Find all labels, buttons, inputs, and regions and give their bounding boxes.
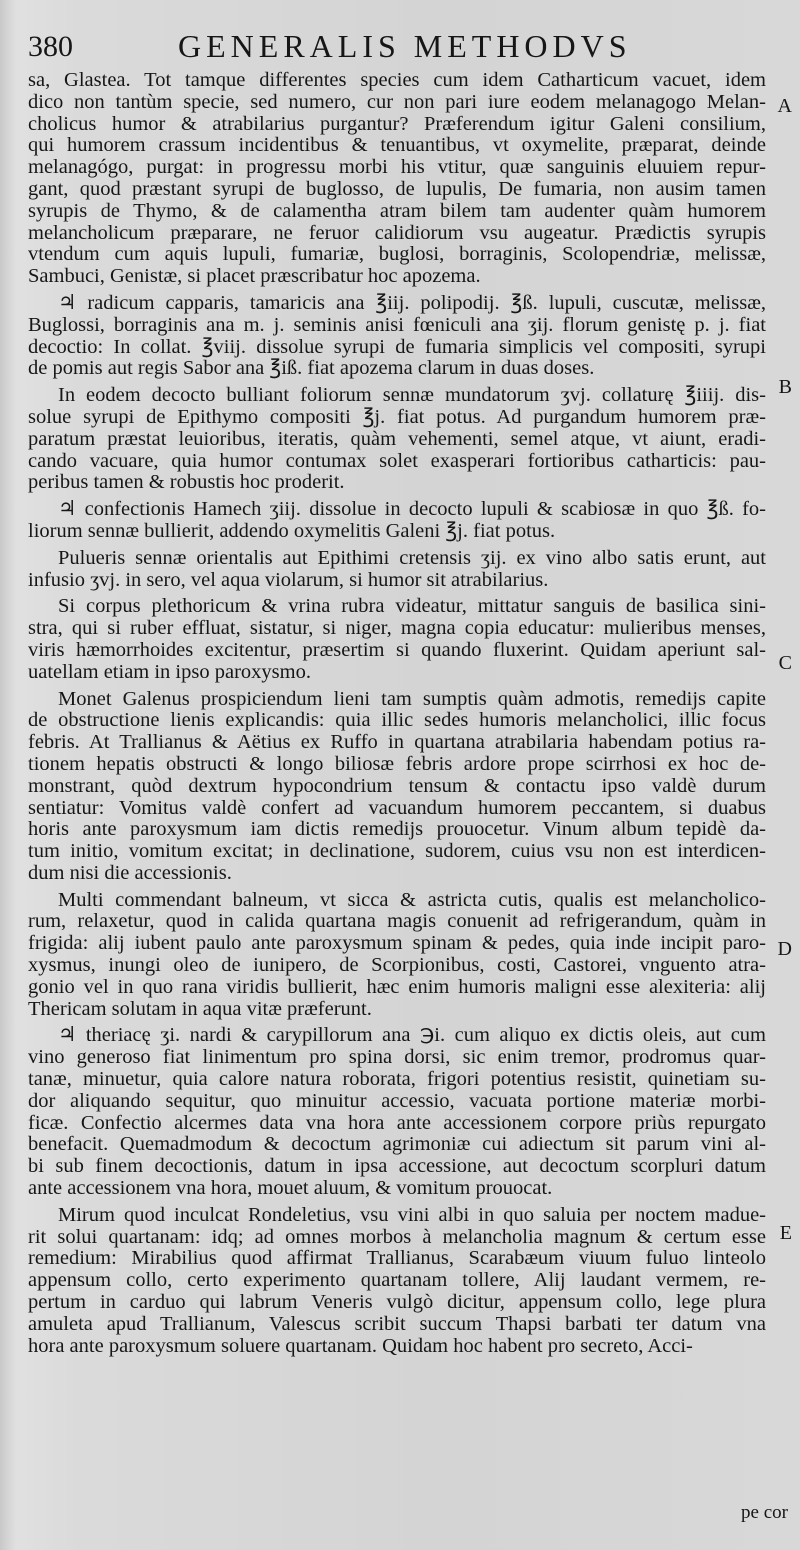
paragraph bbox=[28, 689, 766, 885]
paragraph bbox=[28, 70, 766, 288]
text-line: Pulueris sennæ orientalis aut Epithimi cretensis ʒij. ex vino albo satis erunt, aut bbox=[58, 547, 766, 569]
text-line: cholicus humor & atrabilarius purgantur? Præferendum igitur Galeni consilium, bbox=[28, 113, 766, 135]
text-line: amuleta apud Trallianum, Valescus scribit succum Thapsi barbati ter datum vna bbox=[28, 1313, 766, 1335]
text-line: ante accessionem vna hora, mouet aluum, & vomitum prouocat. bbox=[28, 1178, 553, 1200]
text-line: pertum in carduo qui labrum Veneris vulgò dicitur, appensum collo, lege plura bbox=[28, 1292, 766, 1314]
text-line: hora ante paroxysmum soluere quartanam. Quidam hoc habent pro secreto, Acci- bbox=[28, 1335, 693, 1357]
text-line: Sambuci, Genistæ, si placet præscribatur hoc apozema. bbox=[28, 266, 481, 288]
text-line: syrupis de Thymo, & de calamentha atram bilem tam audenter quàm humorem bbox=[28, 200, 766, 222]
text-line: rum, relaxetur, quod in calida quartana magis conuenit ad refrigerandum, quàm in bbox=[28, 911, 766, 933]
text-line: remedium: Mirabilius quod affirmat Trallianus, Scarabæum viuum fuluo linteolo bbox=[28, 1248, 766, 1270]
text-line: tanæ, minuetur, quia calore natura roborata, frigori potentius resistit, quinetiam su- bbox=[28, 1069, 766, 1091]
text-line: liorum sennæ bullierit, addendo oxymelitis Galeni ℥j. fiat potus. bbox=[28, 520, 556, 542]
text-line: Si corpus plethoricum & vrina rubra videatur, mittatur sanguis de basilica sini- bbox=[58, 596, 766, 618]
margin-letter-e: E bbox=[779, 1222, 792, 1244]
paragraph bbox=[28, 1205, 766, 1358]
text-line: monstrant, quòd dextrum hypocondrium tensum & contactu ipso valdè durum bbox=[28, 775, 766, 797]
paragraph bbox=[28, 293, 766, 380]
paragraph bbox=[28, 548, 766, 592]
text-line: melancholicum præparare, ne feruor calidiorum vsu augeatur. Prædictis syrupis bbox=[28, 222, 766, 244]
text-line: melanagógο, purgat: in progressu morbi his vtitur, quæ sanguinis eluuiem repur- bbox=[28, 157, 766, 179]
text-line: horis ante paroxysmum iam dictis remedijs prouocetur. Vinum album tepidè da- bbox=[28, 819, 766, 841]
text-line: de obstructione lienis explicandis: quia illic sedes humoris melancholici, illic focus bbox=[28, 710, 766, 732]
text-line: gonio vel in quo rana viridis bullierit, hæc enim humoris maligni esse alexiteria: alij bbox=[28, 976, 766, 998]
paragraph bbox=[28, 1025, 766, 1199]
text-line: Thericam solutam in aqua vitæ præferunt. bbox=[28, 998, 372, 1020]
text-line: sentiatur: Vomitus valdè confert ad vacuandum humorem peccantem, si duabus bbox=[28, 797, 766, 819]
text-line: stra, qui si ruber effluat, sistatur, si niger, magna copia educatur: mulieribus menses, bbox=[28, 618, 766, 640]
margin-letter-a: A bbox=[777, 95, 792, 117]
text-line: tum initio, vomitum excitat; in declinatione, sudorem, cuius vsu non est interdicen- bbox=[28, 841, 766, 863]
margin-letter-c: C bbox=[778, 652, 792, 674]
text-line: uatellam etiam in ipso paroxysmo. bbox=[28, 661, 311, 683]
margin-letter-b: B bbox=[778, 376, 792, 398]
text-line: Multi commendant balneum, vt sicca & astricta cutis, qualis est melancholico- bbox=[58, 889, 766, 911]
text-line: rit solui quartanam: idq; ad omnes morbos à melancholia magnum & certum esse bbox=[28, 1226, 766, 1248]
text-line: Buglossi, borraginis ana m. j. seminis anisi fœniculi ana ʒij. florum genistę p. j. fiat bbox=[28, 314, 766, 336]
margin-letter-d: D bbox=[777, 938, 792, 960]
text-line: ♃ radicum capparis, tamaricis ana ℥iij. polipodij. ℥ß. lupuli, cuscutæ, melissæ, bbox=[58, 292, 766, 314]
text-line: tionem hepatis obstructi & longo biliosæ febris ardore prope scirrhosi ex hoc de- bbox=[28, 753, 766, 775]
running-head: GENERALIS METHODVS bbox=[178, 28, 632, 64]
paragraph bbox=[28, 890, 766, 1021]
text-line: benefacit. Quemadmodum & decoctum agrimoniæ cui adiectum sit parum vini al- bbox=[28, 1134, 766, 1156]
text-line: vino generoso fiat linimentum pro spina dorsi, sic enim tremor, prodromus quar- bbox=[28, 1047, 766, 1069]
text-line: infusio ʒvj. in sero, vel aqua violarum, si humor sit atrabilarius. bbox=[28, 569, 549, 591]
text-line: appensum collo, certo experimento quartanam tollere, Alij laudant vermem, re- bbox=[28, 1270, 766, 1292]
text-line: dum nisi die accessionis. bbox=[28, 862, 232, 884]
text-line: ficæ. Confectio alcermes data vna hora ante accessionem corpore priùs repurgato bbox=[28, 1112, 766, 1134]
text-line: ♃ confectionis Hamech ʒiij. dissolue in decocto lupuli & scabiosæ in quo ℥ß. fo- bbox=[58, 499, 766, 521]
text-line: febris. At Trallianus & Aëtius ex Ruffo in quartana atrabilaria habendam potius ra- bbox=[28, 732, 766, 754]
text-line: qui humorem crassum incidentibus & tenuantibus, vt oxymelite, præparat, deinde bbox=[28, 135, 766, 157]
text-line: In eodem decocto bulliant foliorum sennæ mundatorum ʒvj. collaturę ℥iiij. dis- bbox=[58, 385, 766, 407]
text-block bbox=[28, 70, 766, 1357]
text-line: dico non tantùm specie, sed numero, cur non pari iure eodem melanagogo Melan- bbox=[28, 91, 766, 113]
text-line: bi sub finem decoctionis, datum in ipsa accessione, aut decoctum scorpluri datum bbox=[28, 1156, 766, 1178]
text-line: cando vacuare, quia humor contumax solet exasperari fortioribus catharticis: pau- bbox=[28, 450, 766, 472]
page-header bbox=[28, 28, 768, 68]
catchword: pe cor bbox=[741, 1502, 788, 1523]
text-line: paratum præstat leuioribus, iteratis, quàm vehementi, semel atque, vt aiunt, eradi- bbox=[28, 428, 766, 450]
spine-shadow bbox=[0, 0, 16, 1550]
page-number: 380 bbox=[28, 30, 73, 63]
text-line: decoctio: In collat. ℥viij. dissolue syrupi de fumaria simplicis vel compositi, syrupi bbox=[28, 336, 766, 358]
text-line: dor aliquando sequitur, quo minuitur accessio, vacuata portione materiæ morbi- bbox=[28, 1090, 766, 1112]
text-line: viris hæmorrhoides excitentur, præsertim si quando fluxerint. Quidam aperiunt sal- bbox=[28, 639, 766, 661]
text-line: de pomis aut regis Sabor ana ℥iß. fiat apozema clarum in duas doses. bbox=[28, 358, 595, 380]
paragraph bbox=[28, 499, 766, 543]
text-line: Monet Galenus prospiciendum lieni tam sumptis quàm admotis, remedijs capite bbox=[58, 688, 766, 710]
text-line: sa, Glastea. Tot tamque differentes species cum idem Catharticum vacuet, idem bbox=[28, 70, 766, 91]
text-line: frigida: alij iubent paulo ante paroxysmum spinam & pedes, quia inde incipit paro- bbox=[28, 933, 766, 955]
text-line: gant, quod præstant syrupi de buglosso, de lupulis, De fumaria, non ausim tamen bbox=[28, 178, 766, 200]
paragraph bbox=[28, 385, 766, 494]
text-line: peribus tamen & robustis hoc proderit. bbox=[28, 472, 345, 494]
text-line: Mirum quod inculcat Rondeletius, vsu vini albi in quo saluia per noctem madue- bbox=[58, 1204, 766, 1226]
text-line: xysmus, inungi oleo de iunipero, de Scorpionibus, costi, Castorei, vnguento atra- bbox=[28, 955, 766, 977]
text-line: ♃ theriacę ʒi. nardi & carypillorum ana ℈i. cum aliquo ex dictis oleis, aut cum bbox=[58, 1025, 766, 1047]
text-line: solue syrupi de Epithymo compositi ℥j. fiat potus. Ad purgandum humorem præ- bbox=[28, 406, 766, 428]
paragraph bbox=[28, 596, 766, 683]
text-line: vtendum cum aquis lupuli, fumariæ, buglosi, borraginis, Scolopendriæ, melissæ, bbox=[28, 244, 766, 266]
